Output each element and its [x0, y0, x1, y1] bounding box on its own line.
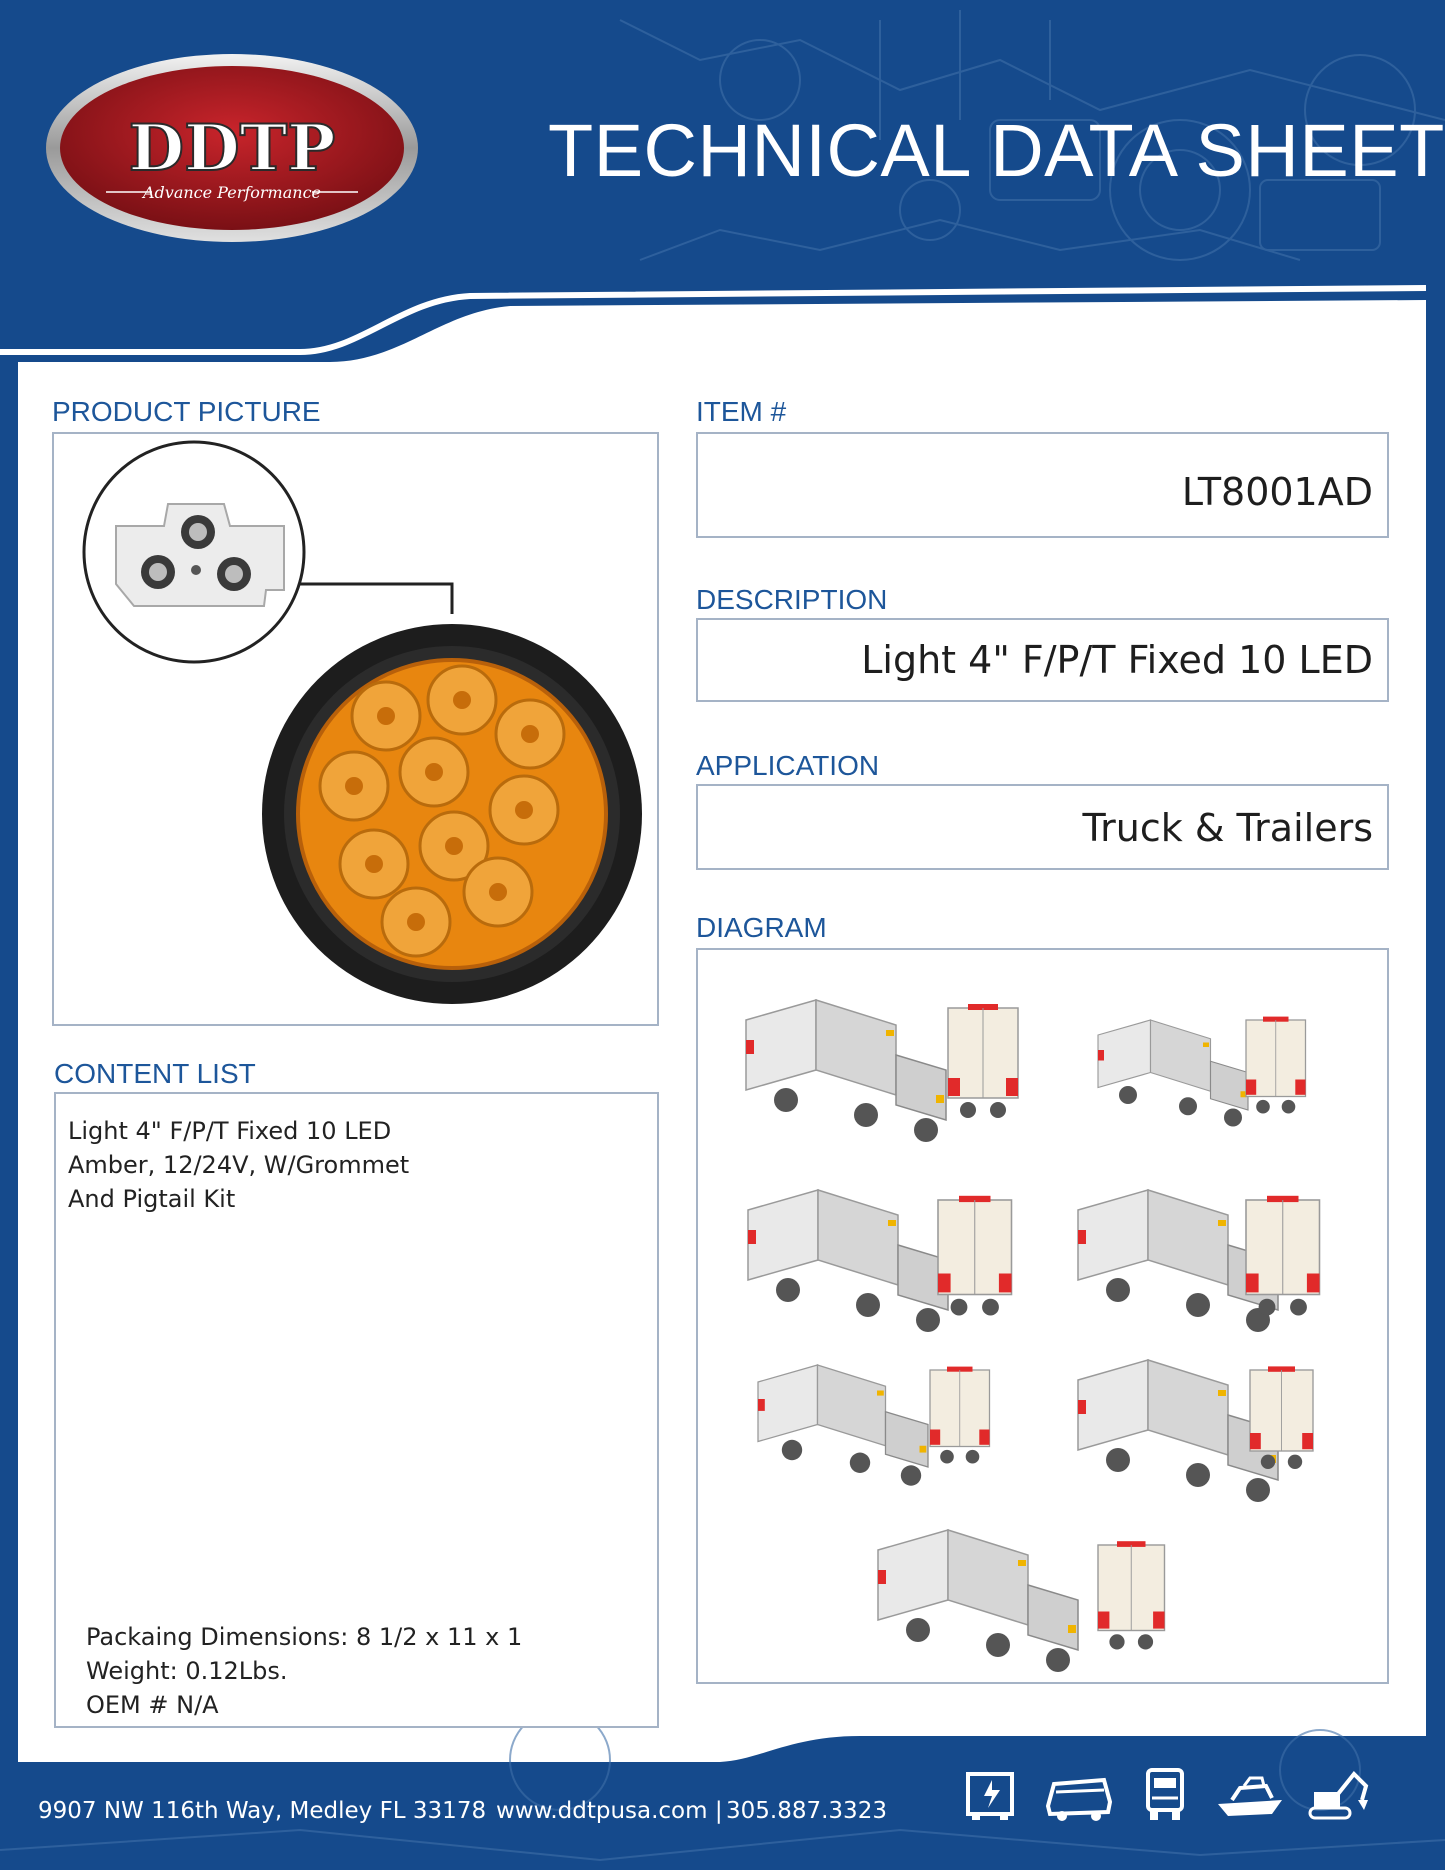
- yacht-icon: [1216, 1760, 1286, 1830]
- description-label: DESCRIPTION: [696, 584, 888, 615]
- footer-phone[interactable]: 305.887.3323: [726, 1798, 887, 1824]
- page-title: TECHNICAL DATA SHEET: [548, 109, 1445, 192]
- content-line-1: Light 4" F/P/T Fixed 10 LED: [68, 1117, 392, 1145]
- bus-icon: [1044, 1760, 1114, 1830]
- item-number-value: LT8001AD: [1181, 470, 1373, 514]
- item-number-label: ITEM #: [696, 396, 787, 427]
- truck-icon: [1130, 1760, 1200, 1830]
- content-list-box: [54, 1092, 659, 1728]
- product-image: [54, 434, 657, 1024]
- content-list-label: CONTENT LIST: [54, 1058, 256, 1089]
- content-line-3: And Pigtail Kit: [68, 1185, 236, 1213]
- ddtp-logo: [44, 52, 420, 244]
- content-list-lines: [68, 1114, 409, 1216]
- description-box: [696, 618, 1389, 702]
- application-box: [696, 784, 1389, 870]
- product-picture-box: [52, 432, 659, 1026]
- weight: Weight: 0.12Lbs.: [86, 1657, 288, 1685]
- application-label: APPLICATION: [696, 750, 880, 781]
- logo-text: DDTP: [128, 111, 336, 186]
- excavator-icon: [1302, 1760, 1372, 1830]
- diagram-label: DIAGRAM: [696, 912, 827, 943]
- packaging-dimensions: Packaing Dimensions: 8 1/2 x 11 x 1: [86, 1623, 523, 1651]
- vehicle-light-diagram: [698, 950, 1387, 1682]
- description-value: Light 4" F/P/T Fixed 10 LED: [861, 638, 1373, 682]
- footer-address: 9907 NW 116th Way, Medley FL 33178: [38, 1798, 487, 1824]
- spec-lines: [86, 1620, 522, 1722]
- logo-tagline: Advance Performance: [142, 183, 322, 202]
- item-number-box: [696, 432, 1389, 538]
- generator-icon: [958, 1760, 1028, 1830]
- oem-number: OEM # N/A: [86, 1691, 219, 1719]
- footer-website[interactable]: www.ddtpusa.com |: [496, 1798, 723, 1824]
- content-line-2: Amber, 12/24V, W/Grommet: [68, 1151, 410, 1179]
- product-picture-label: PRODUCT PICTURE: [52, 396, 321, 427]
- application-value: Truck & Trailers: [1082, 806, 1373, 850]
- diagram-box: [696, 948, 1389, 1684]
